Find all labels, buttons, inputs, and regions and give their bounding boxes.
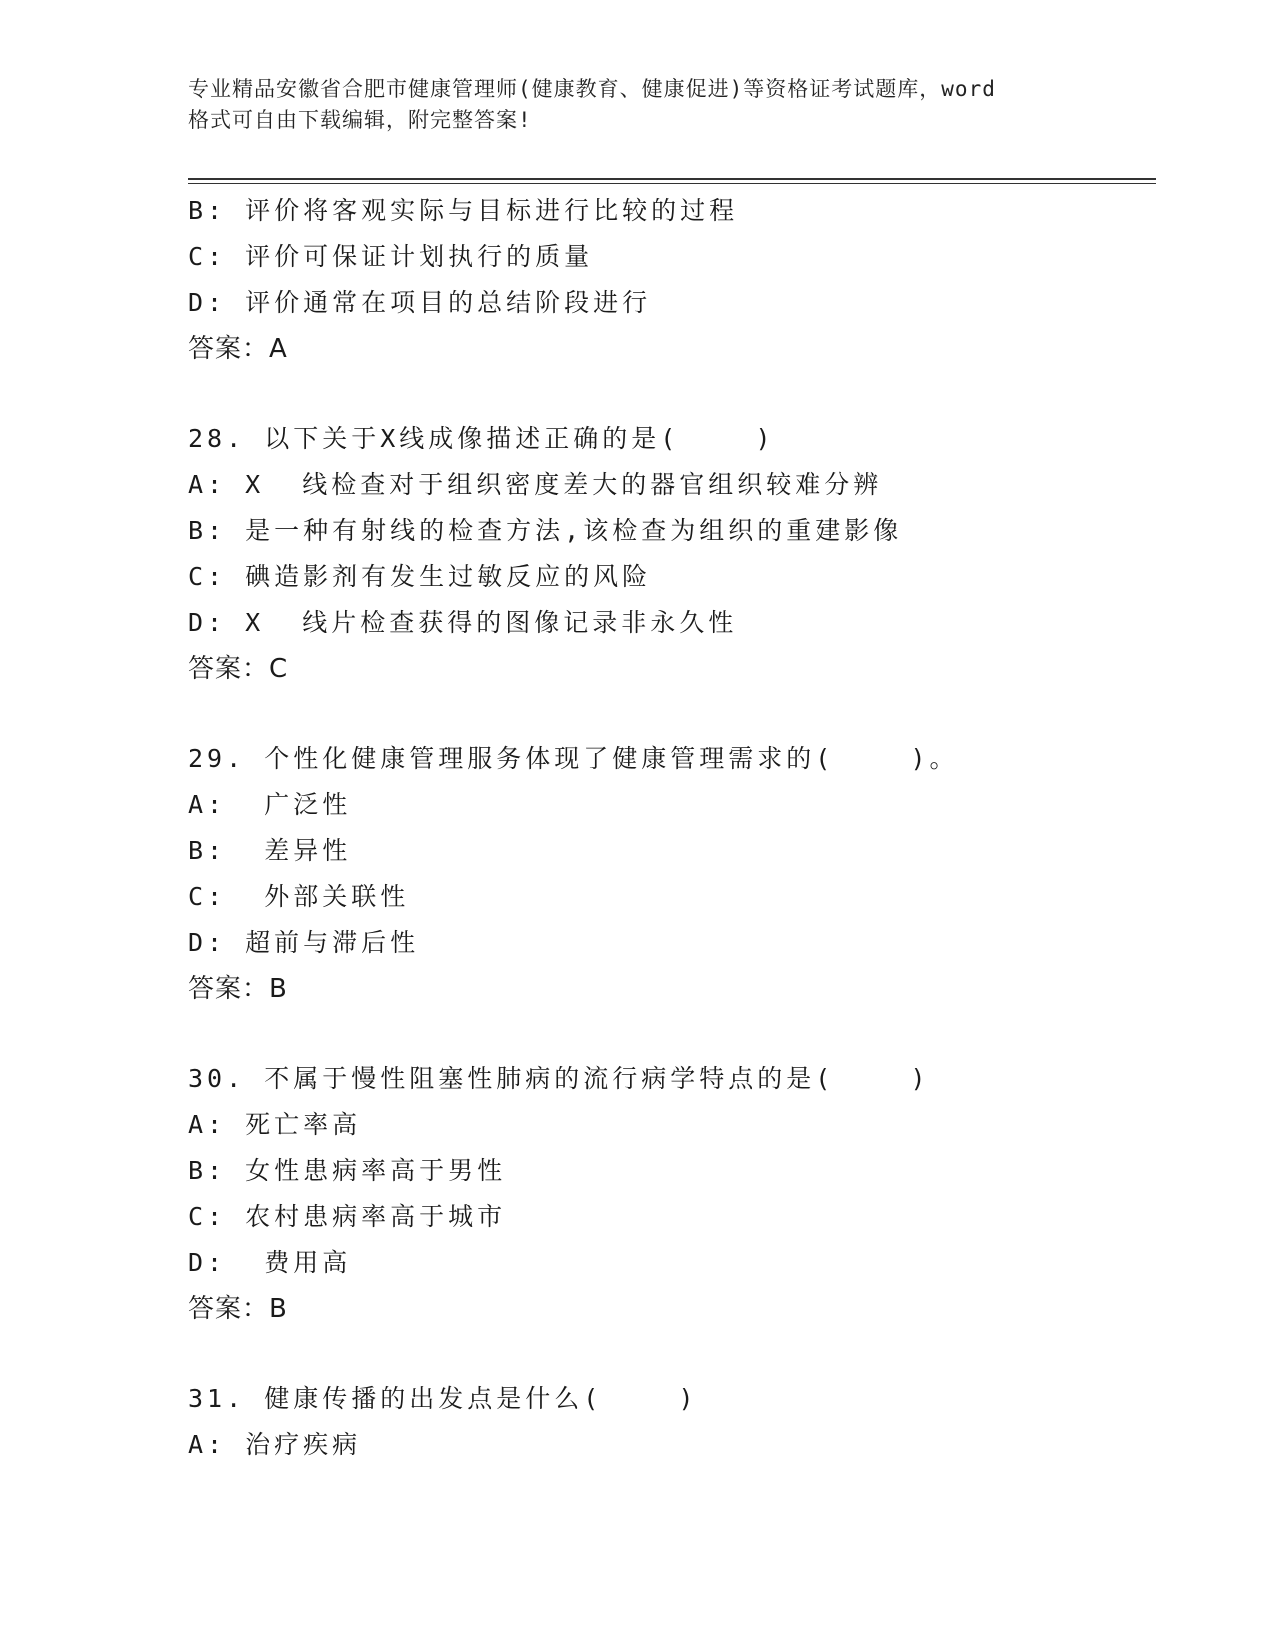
option-line: D: 费用高 xyxy=(188,1248,352,1277)
document-header xyxy=(188,74,1088,136)
option-line: B: 评价将客观实际与目标进行比较的过程 xyxy=(188,196,739,225)
option-line: B: 差异性 xyxy=(188,836,352,865)
question-block xyxy=(188,416,1148,692)
question-block xyxy=(188,188,1148,372)
header-line-1: 专业精品安徽省合肥市健康管理师(健康教育、健康促进)等资格证考试题库，word xyxy=(188,77,996,101)
option-line: A: 死亡率高 xyxy=(188,1110,362,1139)
header-rule-top xyxy=(188,178,1156,180)
question-block xyxy=(188,1376,1148,1468)
option-line: D: X 线片检查获得的图像记录非永久性 xyxy=(188,608,738,637)
option-line: D: 评价通常在项目的总结阶段进行 xyxy=(188,288,652,317)
option-line: B: 是一种有射线的检查方法,该检查为组织的重建影像 xyxy=(188,516,903,545)
option-line: C: 农村患病率高于城市 xyxy=(188,1202,507,1231)
answer-line: 答案：B xyxy=(188,974,288,1004)
question-text: 30. 不属于慢性阻塞性肺病的流行病学特点的是( ) xyxy=(188,1064,930,1093)
answer-line: 答案：A xyxy=(188,334,288,364)
option-line: A: 广泛性 xyxy=(188,790,352,819)
option-line: A: 治疗疾病 xyxy=(188,1430,362,1459)
question-text: 28. 以下关于X线成像描述正确的是( ) xyxy=(188,424,775,453)
question-text: 29. 个性化健康管理服务体现了健康管理需求的( )。 xyxy=(188,744,959,773)
option-line: D: 超前与滞后性 xyxy=(188,928,420,957)
header-line-2: 格式可自由下载编辑，附完整答案! xyxy=(188,108,532,132)
answer-line: 答案：C xyxy=(188,654,289,684)
question-block xyxy=(188,1056,1148,1332)
option-line: C: 碘造影剂有发生过敏反应的风险 xyxy=(188,562,652,591)
option-line: B: 女性患病率高于男性 xyxy=(188,1156,507,1185)
question-block xyxy=(188,736,1148,1012)
option-line: A: X 线检查对于组织密度差大的器官组织较难分辨 xyxy=(188,470,883,499)
question-text: 31. 健康传播的出发点是什么( ) xyxy=(188,1384,698,1413)
header-rule-bottom xyxy=(188,183,1156,184)
question-list xyxy=(188,188,1148,1468)
option-line: C: 评价可保证计划执行的质量 xyxy=(188,242,594,271)
option-line: C: 外部关联性 xyxy=(188,882,410,911)
answer-line: 答案：B xyxy=(188,1294,288,1324)
